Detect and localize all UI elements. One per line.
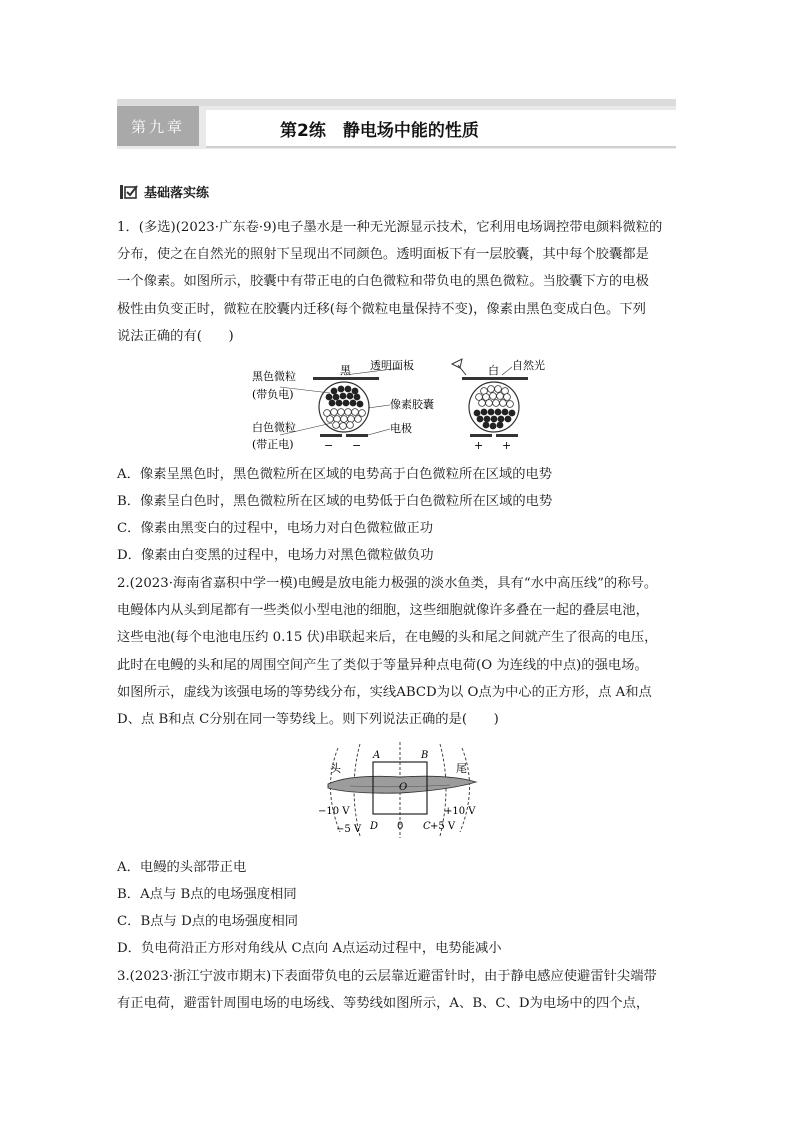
label-minus: −	[352, 439, 362, 450]
q1-option-b: B．像素呈白色时，黑色微粒所在区域的电势低于白色微粒所在区域的电势	[117, 494, 553, 509]
point-d: D	[370, 821, 379, 832]
label-transparent-panel: 透明面板	[370, 359, 414, 372]
q1-line: 分布，使之在自然光的照射下呈现出不同颜色。透明面板下有一层胶囊，其中每个胶囊都是	[117, 247, 649, 262]
chapter-tab: 第九章	[117, 106, 199, 146]
label-p10v: +10 V	[444, 806, 476, 817]
eel-figure	[310, 740, 490, 840]
point-b: B	[421, 750, 429, 761]
label-white: 白	[488, 364, 499, 377]
q2-line: 如图所示，虚线为该强电场的等势线分布，实线ABCD为以 O点为中心的正方形，点 A和点	[117, 685, 652, 700]
label-p5v: +5 V	[430, 821, 456, 832]
label-pixel-capsule: 像素胶囊	[390, 398, 434, 411]
page-title: 第2练 静电场中能的性质	[280, 121, 479, 141]
section-title: 基础落实练	[144, 186, 210, 201]
label-black: 黑	[340, 364, 351, 377]
label-black-particle: 黑色微粒	[252, 370, 296, 383]
label-head: 头	[330, 762, 341, 775]
label-tail: 尾	[456, 762, 467, 775]
q2-option-c: C．B点与 D点的电场强度相同	[117, 914, 299, 929]
point-a: A	[373, 750, 381, 761]
label-electrode: 电极	[390, 422, 412, 435]
label-zero: 0	[397, 821, 404, 832]
q1-line: 极性由负变正时，微粒在胶囊内迁移(每个微粒电量保持不变)，像素由黑色变成白色。下列	[117, 302, 646, 317]
label-white-particle: 白色微粒	[252, 421, 296, 434]
q2-option-d: D．负电荷沿正方形对角线从 C点向 A点运动过程中，电势能减小	[117, 941, 502, 956]
eink-figure	[240, 355, 560, 450]
q1-line: 说法正确的有( )	[117, 329, 234, 344]
section-heading	[120, 182, 209, 201]
label-minus: −	[324, 439, 334, 450]
label-pos-charge: (带正电)	[252, 438, 294, 450]
q2-line: 这些电池(每个电池电压约 0.15 伏)串联起来后，在电鳗的头和尾之间就产生了很高的电压，	[117, 630, 658, 645]
label-plus: +	[502, 439, 512, 450]
q2-line: 2.(2023·海南省嘉积中学一模)电鳗是放电能力极强的淡水鱼类，具有“水中高压线”的称号。	[117, 576, 658, 591]
q2-line: D、点 B和点 C分别在同一等势线上。则下列说法正确的是( )	[117, 712, 499, 727]
label-natural-light: 自然光	[512, 359, 545, 372]
label-m5v: −5 V	[336, 824, 362, 835]
q1-option-d: D．像素由白变黑的过程中，电场力对黑色微粒做负功	[117, 548, 434, 563]
q1-option-a: A．像素呈黑色时，黑色微粒所在区域的电势高于白色微粒所在区域的电势	[117, 467, 553, 482]
q3-line: 3.(2023·浙江宁波市期末)下表面带负电的云层靠近避雷针时，由于静电感应使避雷针尖端带	[117, 969, 657, 984]
q1-option-c: C．像素由黑变白的过程中，电场力对白色微粒做正功	[117, 521, 434, 536]
point-o: O	[399, 782, 408, 793]
label-neg-charge: (带负电)	[252, 388, 294, 401]
light-source-icon	[452, 359, 466, 375]
q2-line: 电鳗体内从头到尾都有一些类似小型电池的细胞，这些细胞就像许多叠在一起的叠层电池，	[117, 603, 649, 618]
q1-line: 1．(多选)(2023·广东卷·9)电子墨水是一种无光源显示技术，它利用电场调控带电颜料微粒的	[117, 220, 663, 235]
label-plus: +	[474, 439, 484, 450]
q2-line: 此时在电鳗的头和尾的周围空间产生了类似于等量异种点电荷(O 为连线的中点)的强电场。	[117, 658, 648, 673]
q2-option-b: B．A点与 B点的电场强度相同	[117, 887, 297, 902]
checklist-icon	[120, 184, 138, 200]
point-c: C	[423, 821, 431, 832]
q3-line: 有正电荷，避雷针周围电场的电场线、等势线如图所示，A、B、C、D为电场中的四个点，	[117, 996, 650, 1011]
label-m10v: −10 V	[318, 806, 350, 817]
q1-line: 一个像素。如图所示，胶囊中有带正电的白色微粒和带负电的黑色微粒。当胶囊下方的电极	[117, 274, 649, 289]
q2-option-a: A．电鳗的头部带正电	[117, 860, 247, 875]
